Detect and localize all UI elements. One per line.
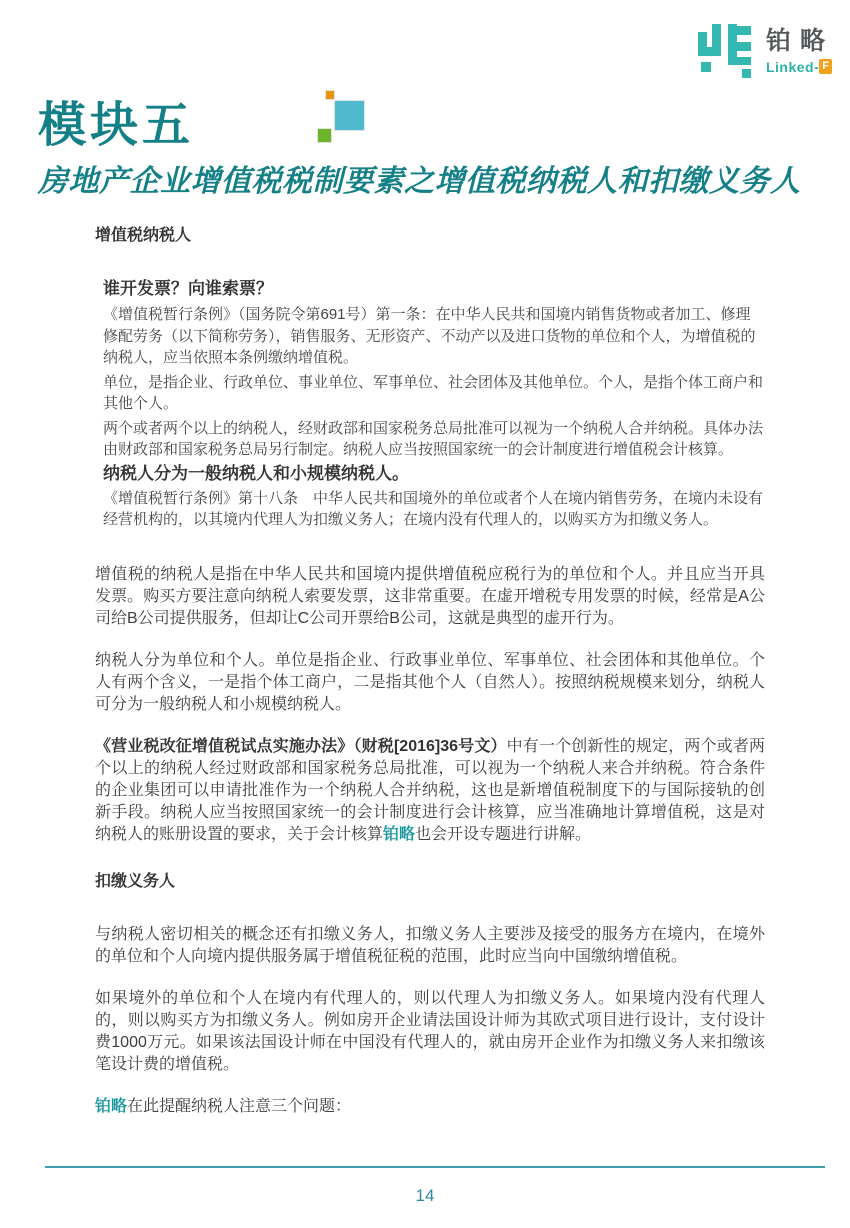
body-paragraph: 与纳税人密切相关的概念还有扣缴义务人，扣缴义务人主要涉及接受的服务方在境内，在境外的单位和个人向境内提供服务属于增值税征税的范围，此时应当向中国缴纳增值税。 (95, 925, 765, 965)
brand-name-en-row (766, 59, 834, 75)
footer-divider (45, 1166, 825, 1168)
page-number: 14 (415, 1186, 435, 1205)
deco-square-orange (325, 90, 335, 100)
section-heading-withholding-agent: 扣缴义务人 (95, 872, 176, 890)
paragraph-run: 也会开设专题进行讲解。 (415, 825, 592, 843)
brand-logo (698, 24, 834, 80)
deco-square-green (317, 128, 332, 143)
body-paragraph: 如果境外的单位和个人在境内有代理人的，则以代理人为扣缴义务人。如果境内没有代理人的，则以购买方为扣缴义务人。例如房开企业请法国设计师为其欧式项目进行设计，支付设计费1000万元。如果该法国设计师在中国没有代理人的，就由房开企业作为扣缴义务人来扣缴该笔设计费的增值税。 (95, 989, 765, 1073)
quote-paragraph: 《增值税暂行条例》（国务院令第691号）第一条：在中华人民共和国境内销售货物或者加工、修理修配劳务（以下简称劳务），销售服务、无形资产、不动产以及进口货物的单位和个人，为增值税的纳税人，应当依照本条例缴纳增值税。 (103, 306, 756, 366)
deco-square-cyan (334, 100, 365, 131)
body-paragraph: 增值税的纳税人是指在中华人民共和国境内提供增值税应税行为的单位和个人。并且应当开具发票。购买方要注意向纳税人索要发票，这非常重要。在虚开增税专用发票的时候，经常是A公司给B公司提供服务，但却让C公司开票给B公司，这就是典型的虚开行为。 (95, 565, 765, 627)
taxpayer-classification-note: 纳税人分为一般纳税人和小规模纳税人。 (103, 463, 409, 483)
quote-paragraph-article18: 《增值税暂行条例》第十八条 中华人民共和国境外的单位或者个人在境内销售劳务，在境内未设有经营机构的，以其境内代理人为扣缴义务人；在境内没有代理人的，以购买方为扣缴义务人。 (103, 489, 764, 528)
inline-brand-name: 铂略 (95, 1097, 128, 1115)
linked-f-logo-icon (698, 24, 754, 80)
paragraph-run: 中有一个创新性的规定，两个或者两个以上的纳税人经过财政部和国家税务总局批准，可以视为一个纳税人来合并纳税。符合条件的企业集团可以申请批准作为一个纳税人合并纳税，这也是新增值税制度下的与国际接轨的创新手段。纳税人应当按照国家统一的会计制度进行会计核算，应当准确地计算增值税，这是对纳税人的账册设置的要求，关于会计核算 (95, 737, 765, 843)
quote-paragraph: 单位，是指企业、行政单位、事业单位、军事单位、社会团体及其他单位。个人，是指个体工商户和其他个人。 (103, 373, 764, 412)
body-paragraph-reminder (95, 1096, 765, 1118)
paragraph-run: 在此提醒纳税人注意三个问题： (127, 1097, 352, 1115)
brand-f-badge: F (819, 59, 832, 73)
body-paragraph: 纳税人分为单位和个人。单位是指企业、行政事业单位、军事单位、社会团体和其他单位。个人有两个含义，一是指个体工商户，二是指其他个人（自然人）。按照纳税规模来划分，纳税人可分为一般纳税人和小规模纳税人。 (95, 651, 765, 713)
page-subtitle: 房地产企业增值税税制要素之增值税纳税人和扣缴义务人 (38, 164, 801, 199)
inline-brand-name: 铂略 (383, 825, 416, 843)
body-paragraph-reform (95, 736, 765, 846)
section-heading-vat-taxpayer: 增值税纳税人 (95, 227, 192, 244)
quote-paragraph: 两个或者两个以上的纳税人，经财政部和国家税务总局批准可以视为一个纳税人合并纳税。具体办法由财政部和国家税务总局另行制定。纳税人应当按照国家统一的会计制度进行增值税会计核算。 (103, 419, 764, 458)
module-title: 模块五 (38, 97, 195, 153)
brand-name-en: Linked- (765, 58, 820, 75)
question-heading: 谁开发票？向谁索票？ (103, 279, 273, 298)
regulation-title-bold: 《营业税改征增值税试点实施办法》（财税[2016]36号文） (95, 737, 507, 755)
brand-logo-text (766, 24, 834, 75)
brand-name-cn: 铂略 (765, 27, 834, 55)
document-content (95, 222, 765, 1118)
regulation-quote-block (103, 274, 765, 531)
